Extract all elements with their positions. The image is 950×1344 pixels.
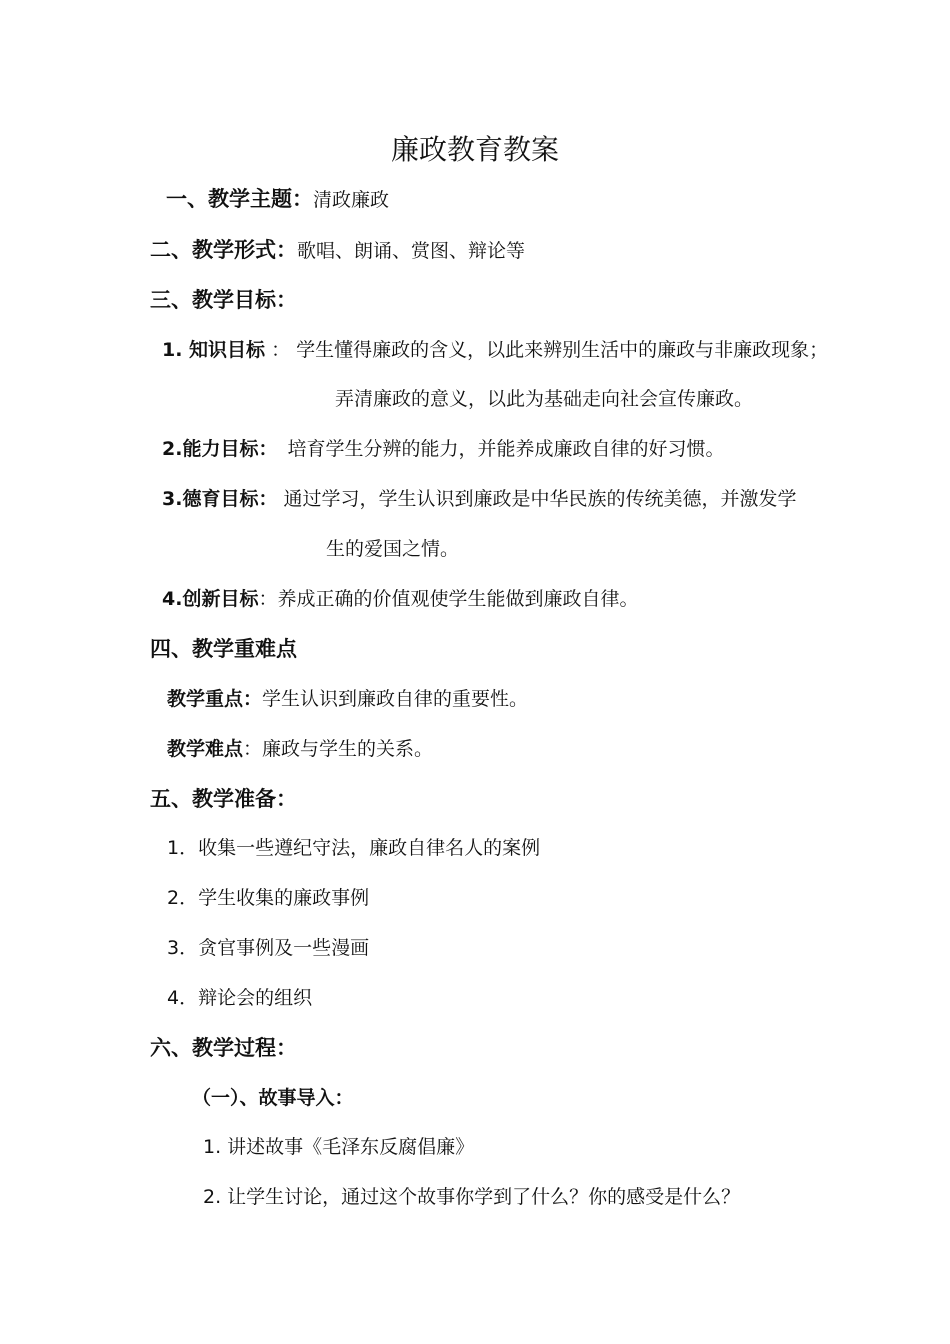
preparation-item: 3．贪官事例及一些漫画 bbox=[167, 937, 370, 959]
document-title: 廉政教育教案 bbox=[390, 133, 559, 166]
goal-knowledge-text-cont: 弄清廉政的意义，以此为基础走向社会宣传廉政。 bbox=[335, 388, 754, 410]
section-theme-label: 一、教学主题： bbox=[166, 187, 313, 211]
section-preparation-heading: 五、教学准备： bbox=[150, 787, 297, 811]
goal-moral-label: 3.德育目标： bbox=[162, 488, 278, 510]
process-item: 2. 让学生讨论，通过这个故事你学到了什么？你的感受是什么？ bbox=[203, 1186, 741, 1208]
goal-innovation bbox=[162, 586, 638, 612]
goal-innovation-text: 养成正确的价值观使学生能做到廉政自律。 bbox=[277, 588, 639, 610]
section-theme bbox=[166, 186, 389, 213]
goal-innovation-label: 4.创新目标 bbox=[162, 588, 259, 610]
goal-ability-label: 2.能力目标： bbox=[162, 438, 278, 460]
goal-knowledge-label: 1. 知识目标 bbox=[162, 339, 266, 361]
difficult-point-text: 廉政与学生的关系。 bbox=[262, 738, 434, 760]
section-goals-heading: 三、教学目标： bbox=[150, 288, 297, 312]
section-form-content: 歌唱、朗诵、赏图、辩论等 bbox=[297, 240, 526, 262]
goal-moral bbox=[162, 486, 796, 512]
goal-moral-text-cont: 生的爱国之情。 bbox=[326, 538, 460, 560]
goal-knowledge-sep: ： bbox=[271, 339, 291, 361]
key-point bbox=[167, 686, 528, 712]
process-subheading: （一）、故事导入： bbox=[192, 1087, 354, 1109]
key-point-text: 学生认识到廉政自律的重要性。 bbox=[262, 688, 529, 710]
preparation-item: 2．学生收集的廉政事例 bbox=[167, 887, 370, 909]
goal-moral-text: 通过学习，学生认识到廉政是中华民族的传统美德，并激发学 bbox=[283, 488, 797, 510]
goal-knowledge bbox=[162, 337, 828, 363]
key-point-label: 教学重点： bbox=[167, 688, 263, 710]
section-form-label: 二、教学形式： bbox=[150, 238, 297, 262]
preparation-item: 1．收集一些遵纪守法，廉政自律名人的案例 bbox=[167, 837, 541, 859]
section-theme-content: 清政廉政 bbox=[313, 189, 390, 211]
process-item: 1. 讲述故事《毛泽东反腐倡廉》 bbox=[203, 1136, 475, 1158]
difficult-point-sep: ： bbox=[243, 738, 263, 760]
goal-ability-text: 培育学生分辨的能力，并能养成廉政自律的好习惯。 bbox=[287, 438, 725, 460]
difficult-point-label: 教学难点 bbox=[167, 738, 244, 760]
section-process-heading: 六、教学过程： bbox=[150, 1036, 297, 1060]
section-form bbox=[150, 237, 525, 264]
section-key-points-heading: 四、教学重难点 bbox=[150, 637, 297, 661]
preparation-item: 4．辩论会的组织 bbox=[167, 987, 313, 1009]
goal-ability bbox=[162, 436, 724, 462]
difficult-point bbox=[167, 736, 433, 762]
goal-innovation-sep: ： bbox=[258, 588, 278, 610]
goal-knowledge-text: 学生懂得廉政的含义，以此来辨别生活中的廉政与非廉政现象； bbox=[296, 339, 829, 361]
